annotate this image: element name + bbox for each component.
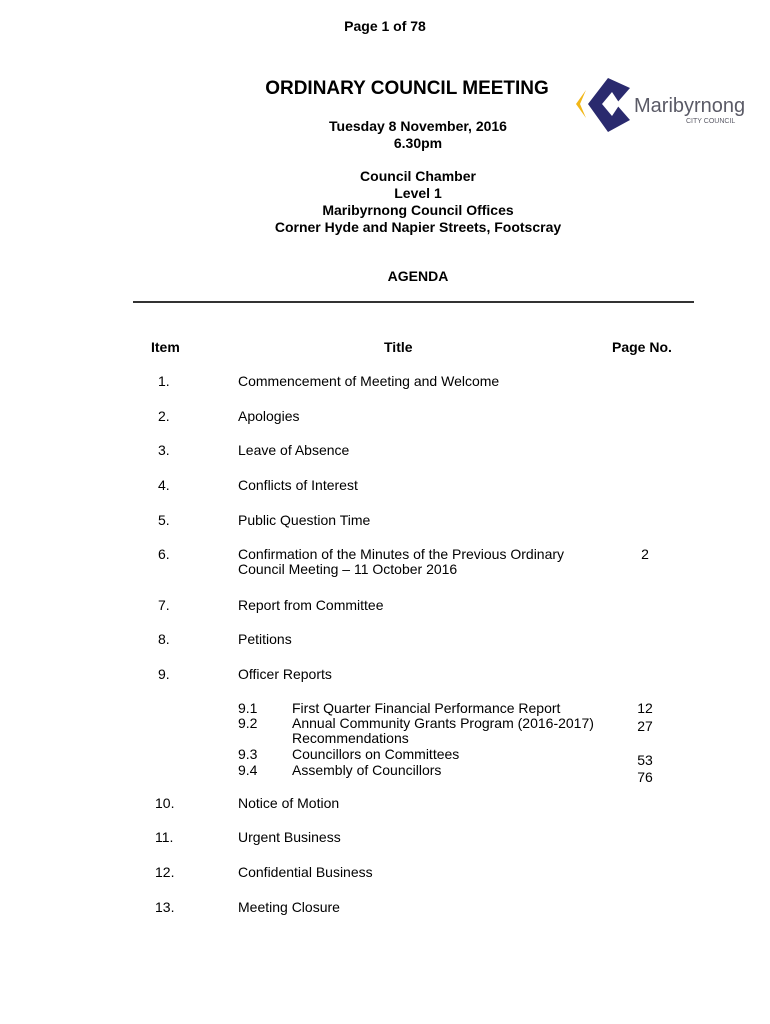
sub-item-number: 9.1 xyxy=(238,700,258,716)
meeting-title: ORDINARY COUNCIL MEETING xyxy=(265,78,549,99)
agenda-item-title: Urgent Business xyxy=(238,829,341,845)
agenda-item-title: Confirmation of the Minutes of the Previous Ordinary Council Meeting – 11 October 2016 xyxy=(238,546,565,577)
logo-chevron xyxy=(576,90,586,118)
agenda-item-title: Commencement of Meeting and Welcome xyxy=(238,373,500,389)
sub-item-number: 9.3 xyxy=(238,746,258,762)
meeting-time: 6.30pm xyxy=(393,135,443,151)
venue-line: Level 1 xyxy=(394,185,442,201)
header-rule xyxy=(133,301,694,303)
agenda-item-number: 8. xyxy=(158,631,170,647)
sub-item-title: Annual Community Grants Program (2016-2017) Recommendations xyxy=(292,715,594,746)
agenda-item-page: 2 xyxy=(641,546,649,562)
column-header-item: Item xyxy=(151,339,180,355)
venue-line: Council Chamber xyxy=(360,168,476,184)
column-header-title: Title xyxy=(384,339,413,355)
sub-item-page: 76 xyxy=(637,769,653,785)
agenda-item-number: 6. xyxy=(158,546,170,562)
agenda-item-number: 2. xyxy=(158,408,170,424)
agenda-item-title: Conflicts of Interest xyxy=(238,477,358,493)
agenda-item-number: 7. xyxy=(158,597,170,613)
sub-item-number: 9.2 xyxy=(238,715,258,731)
sub-item-page: 27 xyxy=(637,718,653,734)
agenda-item-title: Confidential Business xyxy=(238,864,373,880)
agenda-item-number: 10. xyxy=(155,795,175,811)
agenda-item-number: 3. xyxy=(158,442,170,458)
agenda-heading: AGENDA xyxy=(387,268,449,284)
sub-item-title: Assembly of Councillors xyxy=(292,762,442,778)
logo-tagline: CITY COUNCIL xyxy=(686,118,736,125)
agenda-item-number: 5. xyxy=(158,512,170,528)
agenda-item-title: Officer Reports xyxy=(238,666,332,682)
agenda-item-number: 9. xyxy=(158,666,170,682)
council-logo xyxy=(568,76,748,136)
sub-item-page: 12 xyxy=(637,700,653,716)
agenda-item-title: Leave of Absence xyxy=(238,442,350,458)
agenda-item-title: Report from Committee xyxy=(238,597,384,613)
sub-item-title: Councillors on Committees xyxy=(292,746,460,762)
agenda-item-number: 4. xyxy=(158,477,170,493)
agenda-item-title: Notice of Motion xyxy=(238,795,340,811)
sub-item-title: First Quarter Financial Performance Report xyxy=(292,700,561,716)
meeting-venue xyxy=(0,168,770,236)
agenda-item-title: Meeting Closure xyxy=(238,899,340,915)
sub-item-page: 53 xyxy=(637,752,653,768)
venue-line: Corner Hyde and Napier Streets, Footscray xyxy=(274,219,562,235)
agenda-item-number: 13. xyxy=(155,899,175,915)
column-header-page: Page No. xyxy=(612,339,672,355)
venue-line: Maribyrnong Council Offices xyxy=(322,202,514,218)
agenda-item-number: 12. xyxy=(155,864,175,880)
meeting-date: Tuesday 8 November, 2016 xyxy=(329,118,507,134)
sub-item-number: 9.4 xyxy=(238,762,258,778)
page-number: Page 1 of 78 xyxy=(344,18,426,34)
agenda-item-title: Petitions xyxy=(238,631,292,647)
agenda-item-number: 11. xyxy=(155,829,174,845)
agenda-item-title: Public Question Time xyxy=(238,512,371,528)
agenda-item-title: Apologies xyxy=(238,408,300,424)
agenda-item-number: 1. xyxy=(158,373,170,389)
logo-name: Maribyrnong xyxy=(634,95,746,117)
